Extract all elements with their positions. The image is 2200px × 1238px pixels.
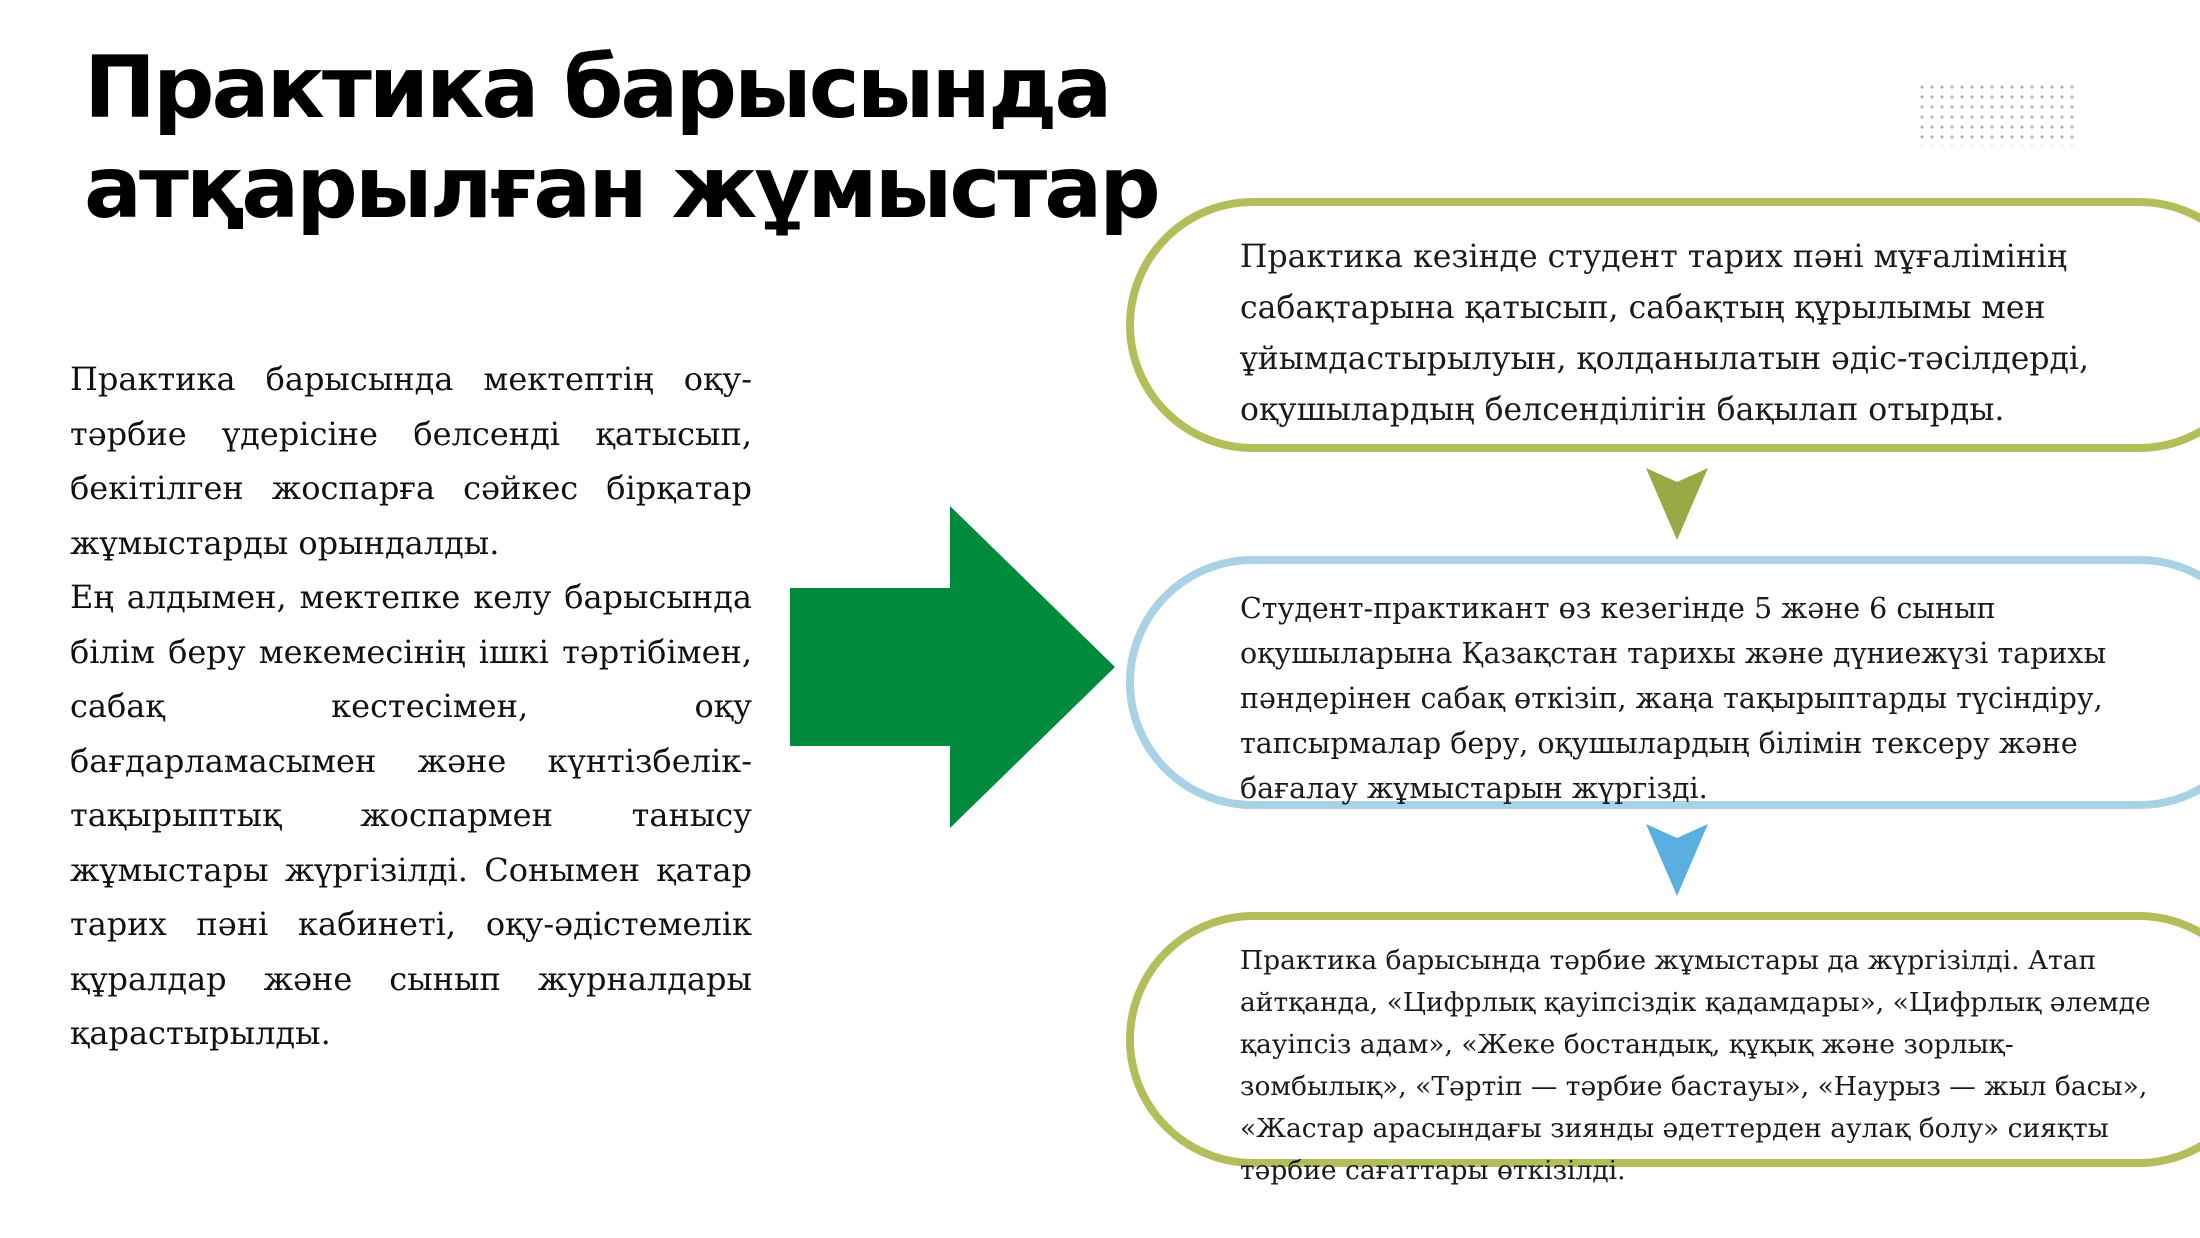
step-2-text: Студент-практикант өз кезегінде 5 және 6 сынып оқушыларына Қазақстан тарихы және дүниежүзі тарихы пәндерінен сабақ өткізіп, жаңа тақырыптарды түсіндіру, тапсырмалар беру, оқушылардың білімін тексеру және бағалау жұмыстарын жүргізді. — [1240, 592, 2107, 805]
slide-title — [84, 38, 1214, 238]
slide-title-line-2: атқарылған жұмыстар — [84, 138, 1158, 238]
step-1-card — [1126, 198, 2200, 452]
intro-paragraph-2: Ең алдымен, мектепке келу барысында білім беру мекемесінің ішкі тәртібімен, сабақ кестесімен, оқу бағдарламасымен және күнтізбелік-тақырыптық жоспармен танысу жұмыстары жүргізілді. Сонымен қатар тарих пәні кабинеті, оқу-әдістемелік құралдар және сынып журналдары қарастырылды. — [70, 578, 752, 1052]
slide-title-line-1: Практика барысында — [84, 38, 1110, 138]
intro-paragraph-1: Практика барысында мектептің оқу-тәрбие үдерісіне белсенді қатысып, бекітілген жоспарға сәйкес бірқатар жұмыстарды орындалды. — [70, 360, 752, 562]
step-3-text: Практика барысында тәрбие жұмыстары да жүргізілді. Атап айтқанда, «Цифрлық қауіпсіздік қадамдары», «Цифрлық әлемде қауіпсіз адам», «Жеке бостандық, құқық және зорлық-зомбылық», «Тәртіп — тәрбие бастауы», «Наурыз — жыл басы», «Жастар арасындағы зиянды әдеттерден аулақ болу» сияқты тәрбие сағаттары өткізілді. — [1240, 945, 2151, 1186]
down-arrowhead-icon — [1646, 824, 1708, 896]
step-1-text: Практика кезінде студент тарих пәні мұғалімінің сабақтарына қатысып, сабақтың құрылымы мен ұйымдастырылуын, қолданылатын әдіс-тәсілдерді, оқушылардың белсенділігін бақылап отырды. — [1240, 239, 2090, 428]
intro-text — [70, 352, 752, 1061]
right-arrow-icon — [790, 506, 1115, 828]
dot-grid-decoration — [1917, 82, 2077, 146]
down-arrowhead-icon — [1646, 468, 1708, 540]
step-3-card — [1126, 912, 2200, 1186]
step-2-card — [1126, 556, 2200, 809]
